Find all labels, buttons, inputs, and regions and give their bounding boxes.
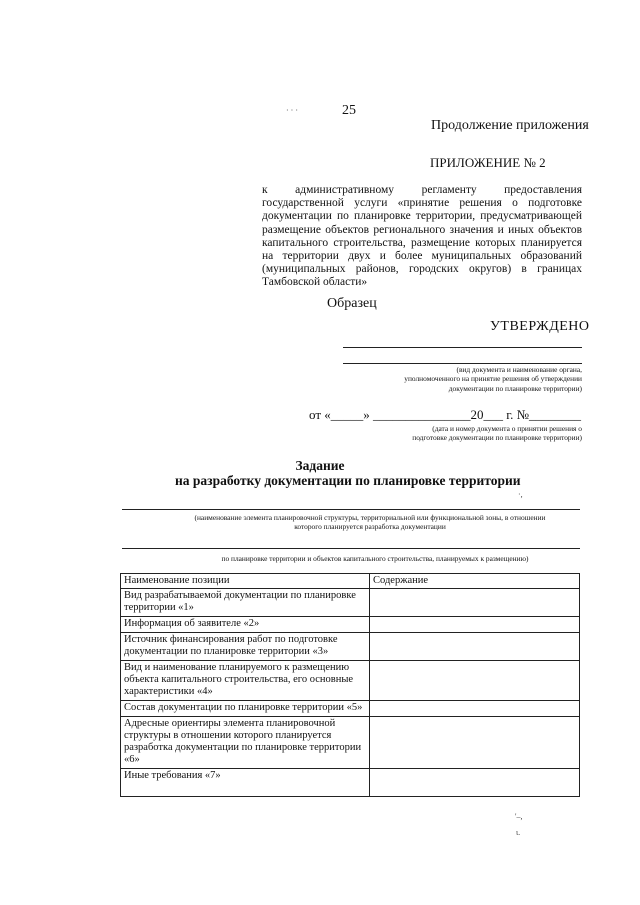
date-caption-line-1: (дата и номер документа о принятии решения о [432,424,582,433]
date-number-line: от «_____» _______________20___ г. №________ [309,407,582,422]
task-title: Задание [295,458,345,473]
approval-caption [340,365,582,393]
objects-caption: по планировке территории и объектов капитального строительства, планируемых к размещению) [221,554,529,563]
element-name-line [122,509,580,510]
table-row [121,717,580,769]
table-row [121,589,580,617]
table-row [121,769,580,797]
element-caption-line-1: (наименование элемента планировочной структуры, территориальной или функциональной зоны, в отношении [194,513,546,522]
approved-label: УТВЕРЖДЕНО [490,319,590,334]
table-row-content [370,717,580,769]
table-row [121,617,580,633]
table-row-label: Состав документации по планировке территории «5» [121,701,370,717]
objects-name-line [122,548,580,549]
appendix-title: ПРИЛОЖЕНИЕ № 2 [430,155,546,170]
element-caption-line-2: которого планируется разработка документации [294,522,446,532]
page-number: 25 [342,103,356,118]
table-row-label: Вид разрабатываемой документации по планировке территории «1» [121,589,370,617]
scan-specks: · · · [286,106,298,115]
table-row-label: Адресные ориентиры элемента планировочной структуры в отношении которого планируется разработка документации по планировке территории «6» [121,717,370,769]
task-subtitle: на разработку документации по планировке территории [175,473,521,488]
table-row [121,701,580,717]
table-row-content [370,661,580,701]
sample-label: Образец [327,296,377,311]
table-row-content [370,769,580,797]
table-header-row [121,574,580,589]
date-caption [340,424,582,443]
table-row [121,633,580,661]
scan-specks: '–, [515,812,523,821]
table-header-cell: Содержание [370,574,580,589]
table-row [121,661,580,701]
table-row-label: Источник финансирования работ по подготовке документации по планировке территории «3» [121,633,370,661]
continuation-label: Продолжение приложения [431,118,589,133]
table-row-label: Вид и наименование планируемого к размещению объекта капитального строительства, его основные характеристики «4» [121,661,370,701]
table-row-content [370,701,580,717]
table-row-content [370,617,580,633]
element-caption [160,513,580,532]
date-caption-line-2: подготовке документации по планировке территории) [412,433,582,443]
approval-caption-line-2: уполномоченного на принятие решения об утверждении [404,374,582,384]
scan-specks: ·, [518,490,523,499]
table-row-content [370,589,580,617]
approval-line-2 [343,363,582,364]
table-row-label: Информация об заявителе «2» [121,617,370,633]
appendix-intro-text: к административному регламенту предоставления государственной услуги «принятие решения о подготовке документации по планировке территории, предусматривающей размещение объектов регионального значения и иных объектов капитального строительства, размещение которых планируется на территории двух и более муниципальных образований (муниципальных районов, городских округов) в границах Тамбовской области» [262,184,582,289]
approval-caption-line-1: (вид документа и наименование органа, [456,365,582,374]
table-row-content [370,633,580,661]
scan-specks: ι. [516,828,521,837]
table-row-label: Иные требования «7» [121,769,370,797]
approval-caption-line-3: документации по планировке территории) [448,383,582,393]
requirements-table [120,573,580,797]
approval-line-1 [343,347,582,348]
table-header-cell: Наименование позиции [121,574,370,589]
